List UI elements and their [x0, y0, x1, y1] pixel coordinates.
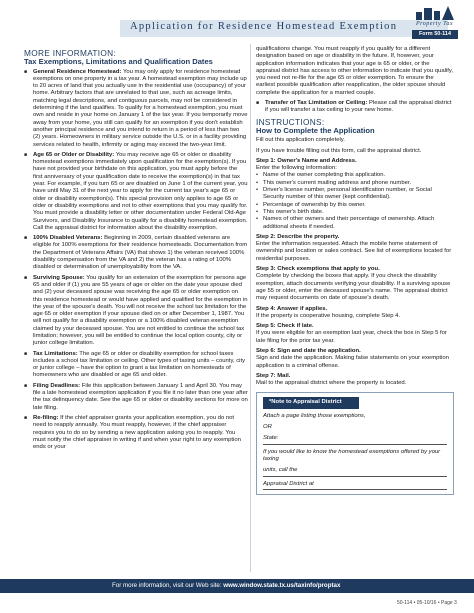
step-title: Step 4: Answer if applies.: [256, 305, 328, 312]
list-item: ■ Filing Deadlines: File this application between January 1 and April 30. You may file a late homestead exemption application if you file it no later than one year after the tax delinquency date. See the age 65 or older or disability sections for more on late filing.: [33, 383, 248, 412]
step-title: Step 6: Sign and date the application.: [256, 347, 361, 354]
continuation-text: qualifications change. You must reapply if you qualify for a different designation based on age or disability in the future. If, however, your application information indicates that your age is 65 or older, or the appraisal district has access to other information to indicate that you qualify, you need not re-file for the age 65 or older exemption. To ensure the earliest possible qualification after reapplication, the older spouse should complete the application for a married couple.: [256, 46, 454, 96]
how-to-title: How to Complete the Application: [256, 125, 375, 135]
list-item: • Percentage of ownership by this owner.: [263, 202, 454, 209]
list-item: ■ Age 65 or Older or Disability: You may receive age 65 or older or disability homestead exemptions immediately upon qualification for the exemption(s). If you have not provided your birthdate on this application, you must apply before the first anniversary of your qualification date to receive the exemption(s) in that tax year. For example, if you turn 65 or are disabled on June 1 of the current year, you have until May 31 of the next year to apply for the current tax year's age 65 or older or disability exemption(s). This special provision only applies to age 65 or older or disability exemptions and not to other exemptions that you may qualify for. You must provide a disability letter or other documentation under Federal Old-Age Survivors, and Disability Insurance to qualify for a disability homestead exemption. Call the appraisal district for information about the disability exemption.: [33, 152, 248, 232]
list-item: ■ Surviving Spouse: You qualify for an extension of the exemption for persons age 65 and older if (1) you are 55 years of age or older on the date your spouse died and (2) your deceased spouse was receiving the age 65 or older exemption on this residence homestead or would have applied and qualified for the exemption in the year of the spouse's death. You will not receive the school tax limitation for the age 65 or older exemption if your spouse died on or after December 1, 1987. You will not qualify for a disability exemption or a 100% disabled veteran exemption claimed by your deceased spouse. You are not entitled to continue the school tax limitation; however, you will be entitled to continue the local option county, city or junior college limitation.: [33, 275, 248, 348]
list-item: ■ General Residence Homestead: You may only apply for residence homestead exemptions on one property in a tax year. A homestead exemption may include up to 20 acres of land that you actually use in the residential use (occupancy) of your home. Arbitrary factors that are unrelated to that use, such as acreage limits, matching legal descriptions, and contiguous parcels, may not be considered in determining if the land qualifies. To qualify for a homestead exemption, you must own and reside in your home on January 1 of the tax year. If you temporarily move away from your home, you still can qualify for an exemption if you don't establish another principal residence and you intend to return in a period of less than two (2) years. Homeowners in military service outside the U.S. or in a facility providing services related to health, infirmity or aging may exceed the two-year limit.: [33, 69, 248, 149]
step-text: Enter the following information:: [256, 165, 337, 172]
note-line: If you would like to know the homestead exemptions offered by your taxing: [263, 448, 441, 462]
note-line: Attach a page listing those exemptions,: [263, 412, 366, 419]
list-item: • This owner's current mailing address and phone number.: [263, 180, 454, 187]
note-line: State:: [263, 435, 447, 444]
step-text: If the property is cooperative housing, complete Step 4.: [256, 312, 401, 319]
step-text: Mail to the appraisal district where the property is located.: [256, 380, 407, 387]
left-column: [24, 46, 248, 454]
step-text: Complete by checking the boxes that apply. If you check the disability exemption, attach documents verifying your disability. If a surviving spouse age 55 or older, enter the deceased spouse's name. The appraisal district may request documents on date of spouse's death.: [256, 273, 451, 302]
agency-mark: Property Tax: [416, 21, 454, 27]
website-link[interactable]: www.window.state.tx.us/taxinfo/proptax: [223, 582, 341, 589]
step-text: If you were eligible for an exemption last year, check the box in Step 5 for late filing for the prior tax year.: [256, 330, 447, 344]
list-item: • Name of the owner completing this application.: [263, 172, 454, 179]
step-title: Step 7: Mail.: [256, 372, 291, 379]
right-column: [256, 46, 454, 495]
list-item: ■ Re-filing: If the chief appraiser grants your application exemption, you do not need to reapply annually. You must reapply, however, if the chief appraiser requires you to do so by sending a new application asking you to reapply. You must notify the chief appraiser in writing if and when your right to any exemption ends or your: [33, 415, 248, 451]
section-title: MORE INFORMATION:: [24, 48, 117, 58]
step-text: Enter the information requested. Attach the mobile home statement of ownership and location or sales contract. See list of exemptions located for residential purposes.: [256, 241, 452, 262]
section-subtitle: Tax Exemptions, Limitations and Qualification Dates: [24, 57, 213, 67]
intro-text: If you have trouble filling out this form, call the appraisal district.: [256, 147, 422, 154]
appraisal-note-title: *Note to Appraisal District: [263, 397, 359, 408]
list-item: • This owner's birth date.: [263, 209, 454, 216]
step-title: Step 3: Check exemptions that apply to you.: [256, 266, 380, 273]
intro-text: Fill out this application completely.: [256, 137, 345, 144]
step-title: Step 5: Check if late.: [256, 323, 314, 330]
appraisal-note-box: [256, 392, 454, 494]
instructions-title: INSTRUCTIONS:: [256, 116, 325, 127]
header-bar: [120, 20, 448, 37]
list-item: ■ 100% Disabled Veterans: Beginning in 2009, certain disabled veterans are eligible for 100% exemptions for their residence homesteads. Documentation from the Department of Veterans Affairs (VA) that shows 1) the veteran received 100% disability compensation from the VA and 2) the veteran has a rating of 100% disabled or determination of unemployability from the VA.: [33, 235, 248, 271]
step-text: Sign and date the application. Making false statements on your exemption application is a criminal offense.: [256, 355, 449, 369]
footer-bar: [0, 579, 474, 593]
form-title: Application for Residence Homestead Exemption: [130, 21, 398, 32]
list-item: • Driver's license number, personal identification number, or Social Security number of this owner (kept confidential).: [263, 187, 454, 202]
list-item: • Names of other owners and their percentage of ownership. Attach additional sheets if needed.: [263, 216, 454, 231]
transfer-list: [256, 100, 454, 115]
list-item: ■ Transfer of Tax Limitation or Ceiling: Please call the appraisal district if you will transfer a tax ceiling to your new home.: [265, 100, 454, 115]
list-item: ■ Tax Limitations: The age 65 or older or disability exemption for school taxes includes a school tax limitation or ceiling. Other types of taxing units – county, city or junior college – have the option to grant a tax limitation on homesteads of homeowners who are disabled or age 65 and older.: [33, 351, 248, 380]
note-line: units, call the: [263, 467, 447, 476]
step1-list: [256, 172, 454, 230]
column-divider: [250, 44, 251, 572]
note-line: OR: [263, 424, 272, 431]
step-title: Step 2: Describe the property.: [256, 233, 340, 240]
step-title: Step 1: Owner's Name and Address.: [256, 157, 357, 164]
form-number: Form 50-114: [412, 30, 458, 39]
exemption-list: [24, 69, 248, 452]
footer-text: For more information, visit our Web site: www.window.state.tx.us/taxinfo/proptax: [112, 582, 341, 589]
page-reference: 50-114 • 05-10/16 • Page 3: [397, 600, 457, 606]
note-line: Appraisal District at: [263, 481, 447, 490]
